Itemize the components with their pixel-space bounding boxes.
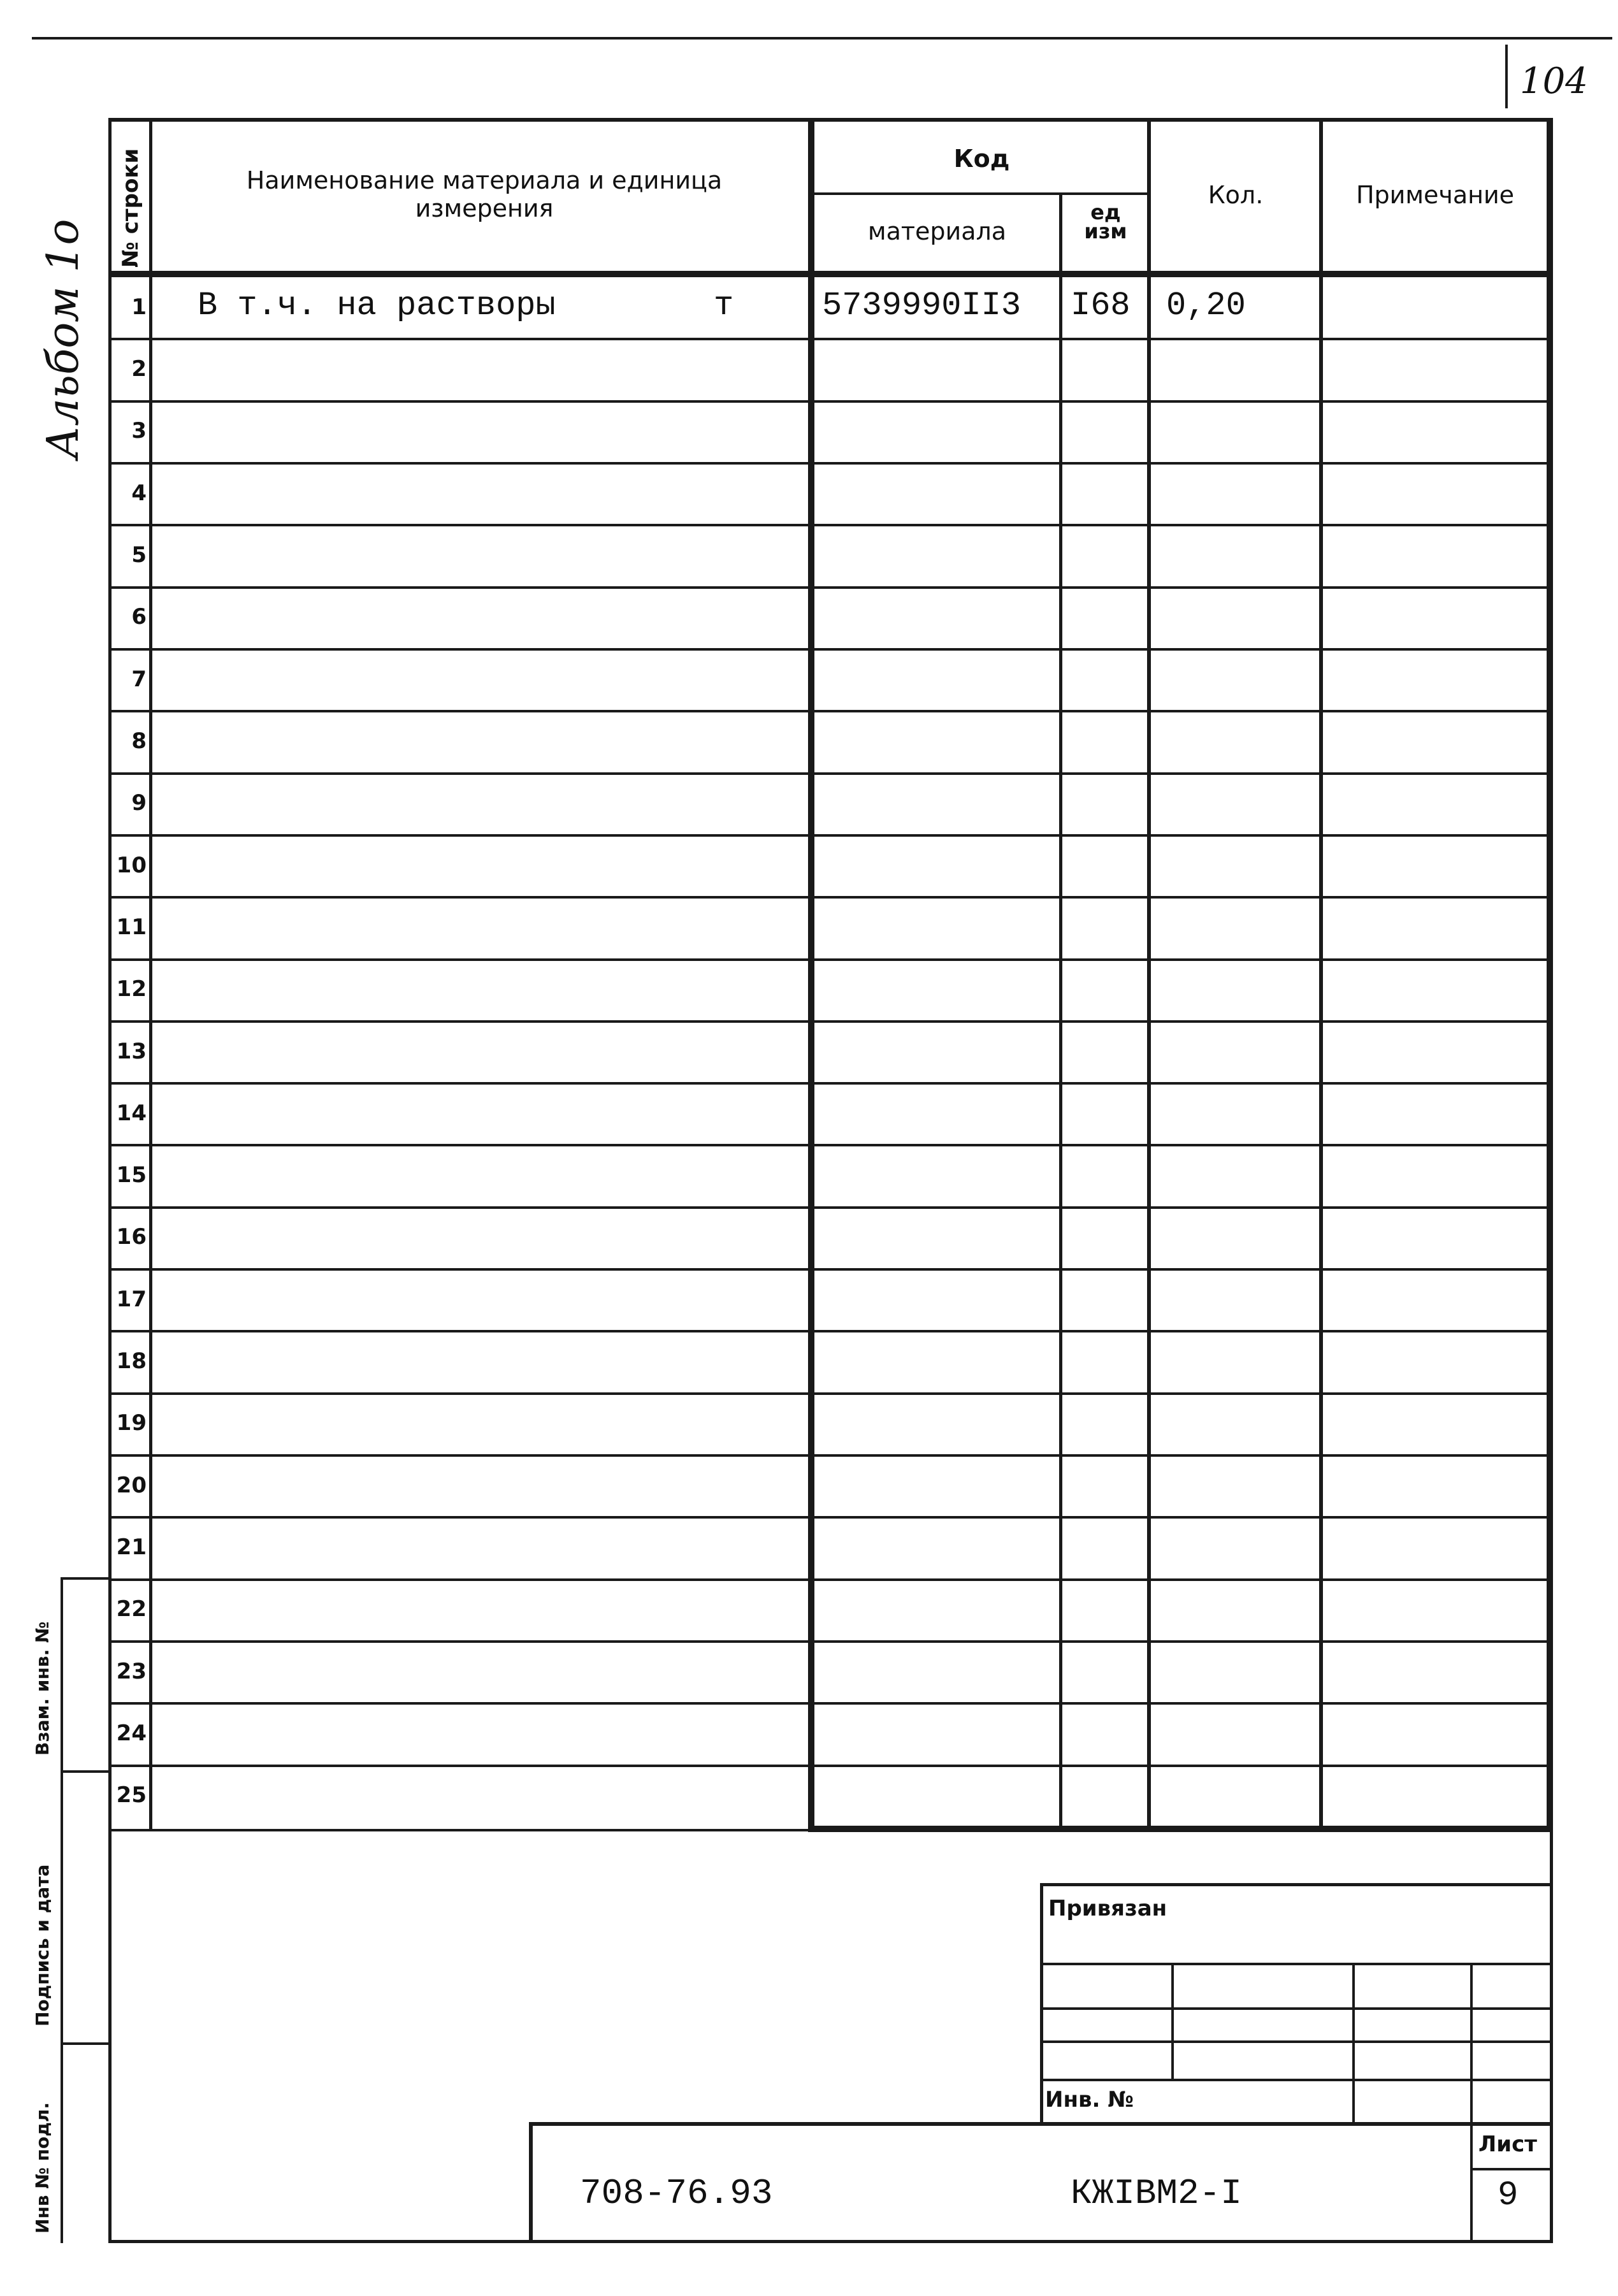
header-code-unit: ед изм [1084,200,1127,244]
stamp-inv-orig: Инв № подл. [32,2102,53,2234]
tb-bound-top [1040,1883,1553,1886]
row-number: 9 [131,790,147,816]
title-main-top [529,2122,1553,2126]
row-separator [110,1454,1551,1457]
row-number: 10 [116,852,147,878]
title-main-left [529,2122,533,2243]
row-separator [110,1640,1551,1643]
row-separator [110,462,1551,465]
row-separator [110,1578,1551,1581]
header-note: Примечание [1355,181,1515,209]
row-separator [110,586,1551,589]
row-qty: 0,20 [1166,286,1246,324]
tb-row-2 [1040,2007,1553,2010]
header-qty: Кол. [1208,181,1264,209]
row-number: 21 [116,1534,147,1561]
top-rule [32,37,1612,40]
tb-sheet-label: Лист [1478,2132,1537,2157]
stamp-inner-border [61,1577,63,2243]
row-number: 20 [116,1472,147,1498]
row-separator [110,958,1551,961]
row-number: 15 [116,1162,147,1188]
row-separator [110,1020,1551,1023]
tb-doc-code: КЖIВМ2-I [1071,2173,1242,2214]
tb-row-4 [1040,2079,1553,2081]
row-number: 16 [116,1224,147,1250]
row-number: 8 [131,728,147,754]
row-number: 11 [116,914,147,940]
header-code-material: материала [867,217,1007,245]
row-number: 4 [131,480,147,506]
row-number: 7 [131,666,147,692]
tb-inv-label: Инв. № [1045,2087,1134,2112]
row-number: 13 [116,1038,147,1064]
row-number: 3 [131,418,147,444]
title-right-border [1550,1829,1553,2243]
row-number: 1 [131,294,147,320]
row-number: 6 [131,604,147,630]
row-number: 25 [116,1782,147,1809]
row-separator [110,1392,1551,1395]
page-number: 104 [1520,61,1588,102]
tb-row-1 [1040,1963,1553,1965]
title-sheet-divider [1470,2168,1553,2170]
row-number: 23 [116,1658,147,1684]
row-number: 17 [116,1286,147,1312]
tb-col-2 [1352,1963,1355,2125]
row-separator [110,1516,1551,1519]
tb-row-3 [1040,2040,1553,2043]
row-separator [110,1765,1551,1767]
row-number: 18 [116,1348,147,1375]
header-bottom [108,271,1550,277]
row-number: 24 [116,1721,147,1747]
row-number: 2 [131,356,147,382]
table-bottom [808,1826,1553,1832]
col-ed-right [1147,118,1151,1831]
tb-bound-left [1040,1883,1043,2125]
row-material-code: 5739990II3 [822,286,1022,324]
row-name: В т.ч. на растворы [198,286,556,324]
stamp-line-3 [61,2042,110,2045]
col-qty-right [1319,118,1323,1831]
col-code-right [1059,192,1062,1831]
tb-doc-number: 708-76.93 [580,2173,773,2214]
row-unit-code: I68 [1071,286,1130,324]
tb-col-3 [1470,1963,1473,2243]
col-name-right [808,118,814,1831]
row-separator [110,1702,1551,1705]
row-unit: т [714,286,734,324]
col-note-right [1547,118,1553,1831]
tb-bound-label: Привязан [1048,1896,1167,1921]
col-rownum-right [149,118,152,1831]
row-number: 19 [116,1410,147,1436]
stamp-line-2 [61,1770,110,1773]
page-number-bracket [1505,45,1508,108]
row-separator [110,524,1551,526]
row-separator [110,710,1551,712]
code-subheader-line [813,192,1151,195]
tb-col-1 [1171,1963,1174,2079]
row-number: 5 [131,542,147,568]
row-separator [110,772,1551,775]
header-name: Наименование материала и единица измерения [246,166,723,222]
header-row-no: № строки [118,148,143,268]
row-separator [110,1268,1551,1271]
header-code: Код [953,145,1010,173]
table-top [108,118,1550,122]
row-separator [110,834,1551,837]
row-separator [110,648,1551,651]
row-number: 14 [116,1100,147,1126]
row-separator [110,1144,1551,1146]
title-bottom [108,2240,1553,2243]
row-number: 22 [116,1596,147,1622]
row-separator [110,896,1551,899]
row-number: 12 [116,976,147,1002]
row-separator [110,1082,1551,1085]
row-separator [110,1206,1551,1209]
stamp-replaced-inv: Взам. инв. № [32,1621,53,1756]
stamp-sign-date: Подпись и дата [32,1864,53,2026]
table-bottom-left [108,1829,809,1831]
stamp-line-1 [61,1577,110,1580]
row-separator [110,400,1551,403]
margin-note: Альбом 1о [38,219,89,459]
row-separator [110,1330,1551,1332]
row-separator [110,338,1551,340]
tb-sheet-number: 9 [1498,2176,1519,2215]
